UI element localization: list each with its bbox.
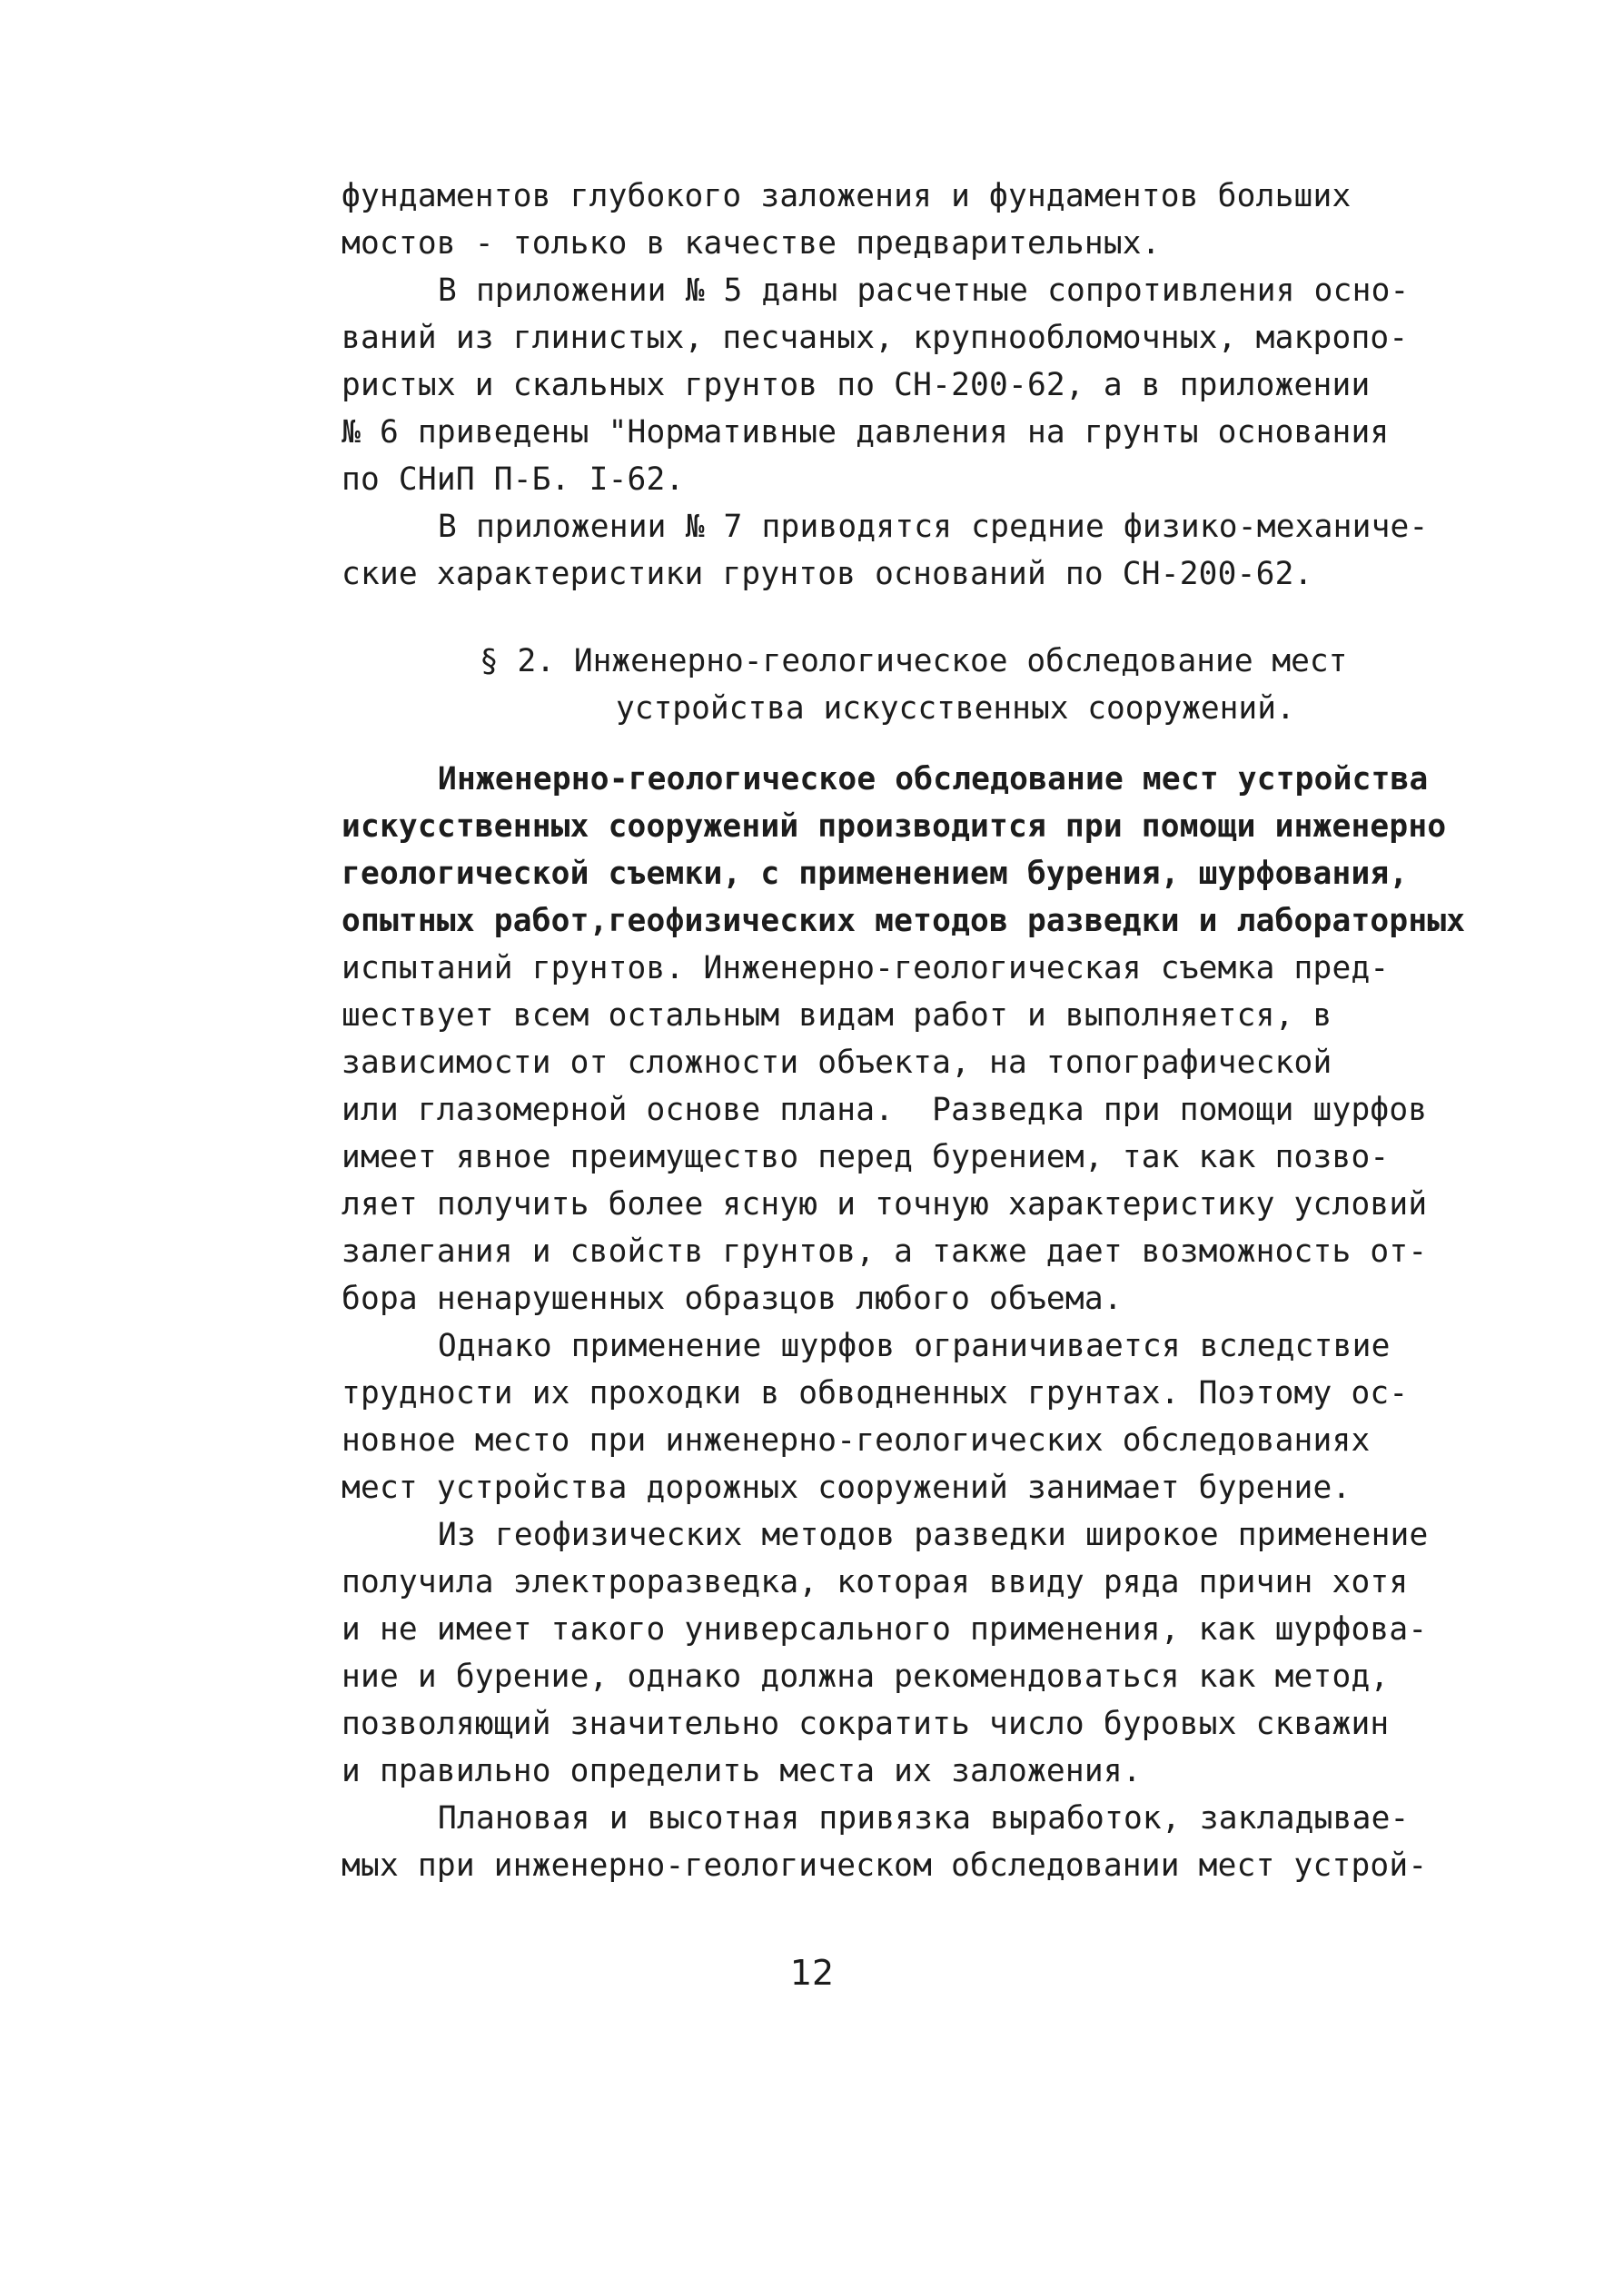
text-line: ристых и скальных грунтов по СН-200-62, а в приложении — [342, 367, 1371, 403]
text-line: испытаний грунтов. Инженерно-геологическая съемка пред- — [342, 950, 1390, 986]
text-line: Плановая и высотная привязка выработок, закладывае- — [438, 1800, 1410, 1837]
text-line: № 6 приведены "Нормативные давления на грунты основания — [342, 414, 1390, 451]
text-line: позволяющий значительно сократить число буровых скважин — [342, 1706, 1390, 1742]
page-text — [342, 173, 1513, 1889]
text-line: искусственных сооружений производится при помощи инженерно — [342, 808, 1447, 845]
text-line: и не имеет такого универсального применения, как шурфова- — [342, 1611, 1428, 1648]
text-line: мых при инженерно-геологическом обследовании мест устрой- — [342, 1847, 1428, 1884]
text-line: фундаментов глубокого заложения и фундаментов больших — [342, 178, 1352, 214]
text-line: В приложении № 7 приводятся средние физико-механиче- — [438, 509, 1429, 545]
section-heading-line-1: § 2. Инженерно-геологическое обследование мест — [480, 643, 1348, 679]
text-line: бора ненарушенных образцов любого объема. — [342, 1281, 1123, 1317]
text-line: зависимости от сложности объекта, на топографической — [342, 1045, 1332, 1081]
section-heading-line-2: устройства искусственных сооружений. — [616, 690, 1295, 727]
text-line: опытных работ,геофизических методов разведки и лабораторных — [342, 903, 1466, 939]
text-line: ние и бурение, однако должна рекомендоваться как метод, — [342, 1659, 1390, 1695]
text-line: шествует всем остальным видам работ и выполняется, в — [342, 997, 1332, 1034]
text-line: ские характеристики грунтов оснований по СН-200-62. — [342, 556, 1313, 592]
text-line: В приложении № 5 даны расчетные сопротивления осно- — [438, 272, 1410, 309]
text-line: и правильно определить места их заложения. — [342, 1753, 1142, 1789]
spacer — [342, 732, 1513, 756]
text-line: ляет получить более ясную и точную характеристику условий — [342, 1186, 1428, 1223]
text-line: имеет явное преимущество перед бурением, так как позво- — [342, 1139, 1390, 1175]
text-line: ваний из глинистых, песчаных, крупнообломочных, макропо- — [342, 320, 1409, 356]
text-line: новное место при инженерно-геологических обследованиях — [342, 1422, 1371, 1459]
page-number: 12 — [789, 1953, 835, 1993]
spacer — [342, 598, 1513, 638]
text-line: Инженерно-геологическое обследование мест устройства — [438, 761, 1429, 797]
text-line: или глазомерной основе плана. Разведка при помощи шурфов — [342, 1092, 1428, 1128]
text-line: залегания и свойств грунтов, а также дает возможность от- — [342, 1233, 1428, 1270]
text-line: мостов - только в качестве предварительных. — [342, 225, 1161, 262]
text-line: трудности их проходки в обводненных грунтах. Поэтому ос- — [342, 1375, 1409, 1411]
text-line: по СНиП П-Б. I-62. — [342, 461, 685, 498]
text-line: геологической съемки, с применением бурения, шурфования, — [342, 856, 1409, 892]
text-line: Из геофизических методов разведки широкое применение — [438, 1517, 1429, 1553]
text-line: получила электроразведка, которая ввиду ряда причин хотя — [342, 1564, 1409, 1600]
text-line: Однако применение шурфов ограничивается вследствие — [438, 1328, 1391, 1364]
text-line: мест устройства дорожных сооружений занимает бурение. — [342, 1470, 1352, 1506]
